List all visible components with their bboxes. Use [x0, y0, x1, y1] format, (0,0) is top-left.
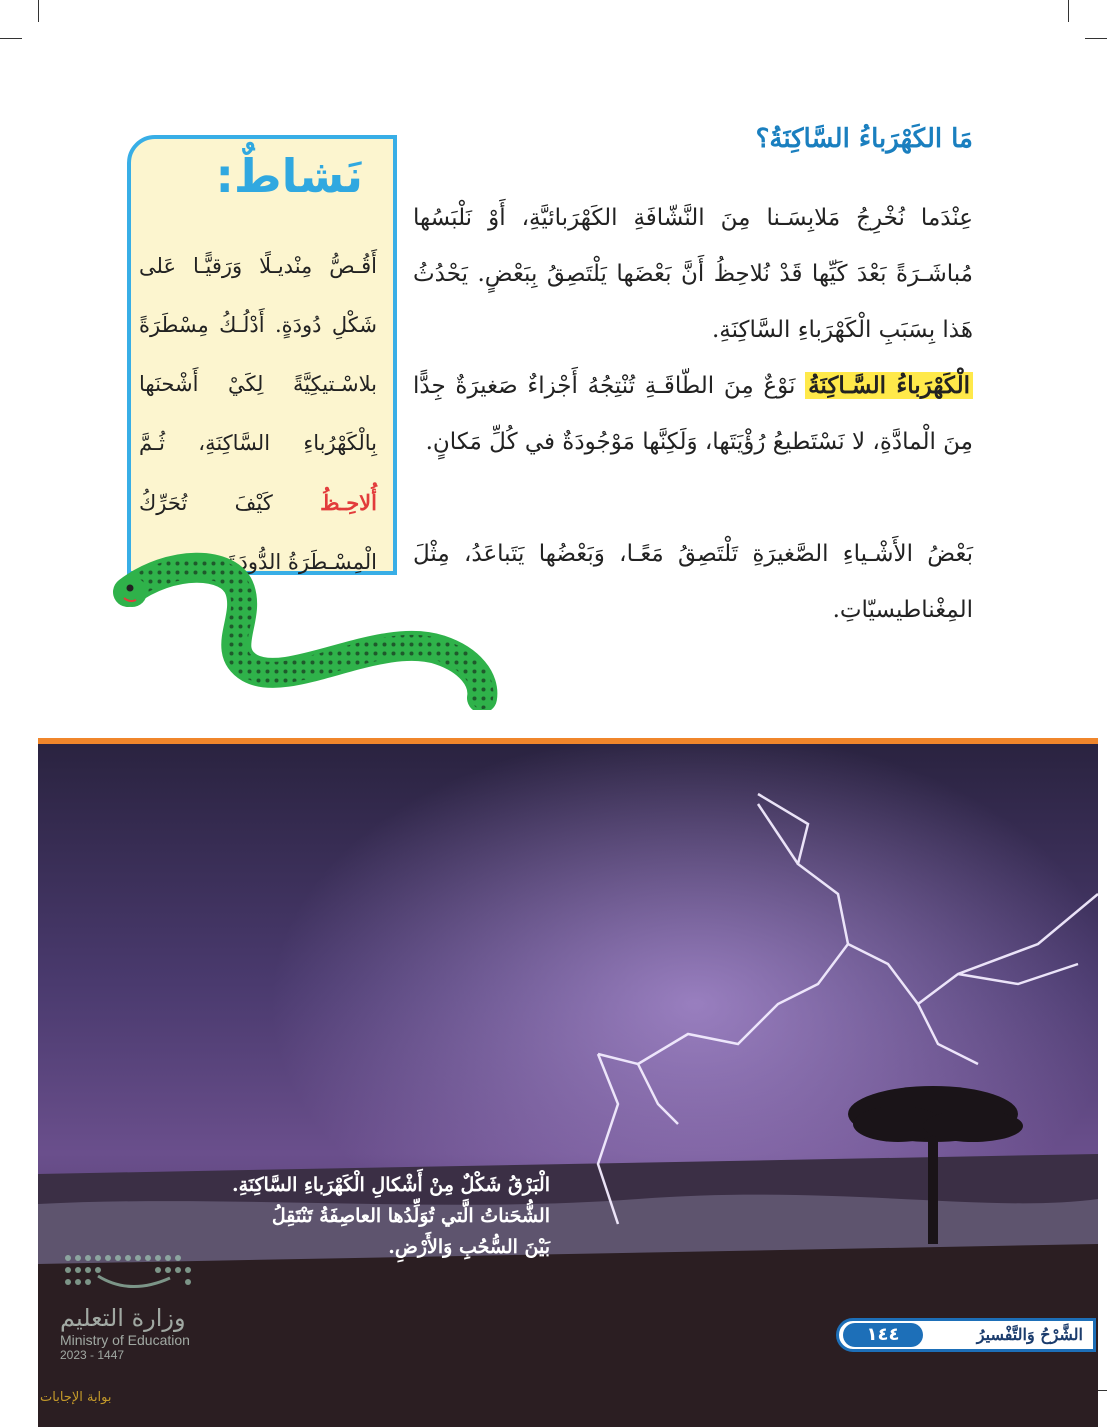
ministry-year: 2023 - 1447: [60, 1348, 125, 1362]
ministry-english: Ministry of Education: [60, 1332, 190, 1348]
page-number: ١٤٤: [843, 1323, 923, 1347]
crop-mark: [1068, 0, 1069, 22]
page-footer: [836, 1318, 1096, 1352]
footer-label: الشَّرْحُ وَالتَّفْسيرُ: [976, 1325, 1083, 1344]
activity-title: نَشاطٌ:: [215, 149, 363, 203]
section-heading: مَا الكَهْرَباءُ السَّاكِنَةُ؟: [755, 124, 973, 154]
activity-text-before: أَقُـصُّ مِنْديـلًا وَرَقيًّـا عَلى شَكْلِ دُودَةٍ. أَدْلُـكُ مِسْطَرَةً بلاسْـتيكِيَّةً لِكَيْ أَشْحنَها بِالْكَهْرُباءِ السَّاكِنَةِ، ثُـمَّ: [139, 254, 377, 455]
caption-line: الْبَرْقُ شَكْلٌ مِنْ أَشْكالِ الْكَهْرَباءِ السَّاكِنَةِ.: [231, 1174, 550, 1196]
photo-caption: [190, 1170, 550, 1263]
ministry-watermark: [60, 1250, 220, 1362]
paper-worm-illustration: [110, 550, 500, 710]
ministry-logo-icon: [60, 1250, 200, 1296]
paragraph-1: عِنْدَما نُخْرِجُ مَلابِسَـنا مِنَ النَّشّافَةِ الكَهْرَبائيَّةِ، أَوْ نَلْبَسُها مُباشَـرَةً بَعْدَ كَيِّها قَدْ نُلاحِظُ أَنَّ بَعْضَها يَلْتَصِقُ بِبَعْضٍ. يَحْدُثُ هَذا بِسَبَبِ الْكَهْرَباءِ السَّاكِنَةِ.: [413, 205, 973, 343]
paragraph-2: [413, 358, 973, 470]
bottom-watermark: بوابة الإجابات: [40, 1390, 112, 1405]
crop-mark: [1085, 38, 1107, 39]
paragraph-3: بَعْضُ الأَشْـياءِ الصَّغيرَةِ تَلْتَصِقُ مَعًـا، وَبَعْضُها يَتَباعَدُ، مِثْلَ المِغْناطيسيّاتِ.: [413, 541, 973, 623]
activity-highlight: أُلاحِـظُ: [320, 490, 377, 515]
paragraph-2-text: نَوْعٌ مِنَ الطّاقَـةِ تُنْتِجُهُ أَجْزاءٌ صَغيرَةٌ جِدًّا مِنَ الْمادَّةِ، لا نَسْتَطيعُ رُؤْيَتَها، وَلَكِنَّها مَوْجُودَةٌ في كُلِّ مَكانٍ.: [413, 373, 973, 455]
crop-mark: [0, 38, 22, 39]
activity-text: [139, 237, 377, 592]
caption-line: الشُّحَناتُ الَّتي تُوَلِّدُها العاصِفَةُ تَنْتَقِلُ: [271, 1205, 550, 1227]
highlighted-term: الْكَهْرَباءُ السَّـاكِنَةُ: [805, 372, 973, 399]
crop-mark: [38, 0, 39, 22]
ministry-arabic: وزارة التعليم: [60, 1304, 186, 1332]
activity-text-after: كَيْفَ تُحَرِّكُ الْمِسْـطَرَةُ الدُّودَةَ.: [139, 491, 377, 574]
activity-box: [127, 135, 397, 575]
caption-line: بَيْنَ السُّحُبِ وَالأَرْضِ.: [388, 1236, 550, 1258]
